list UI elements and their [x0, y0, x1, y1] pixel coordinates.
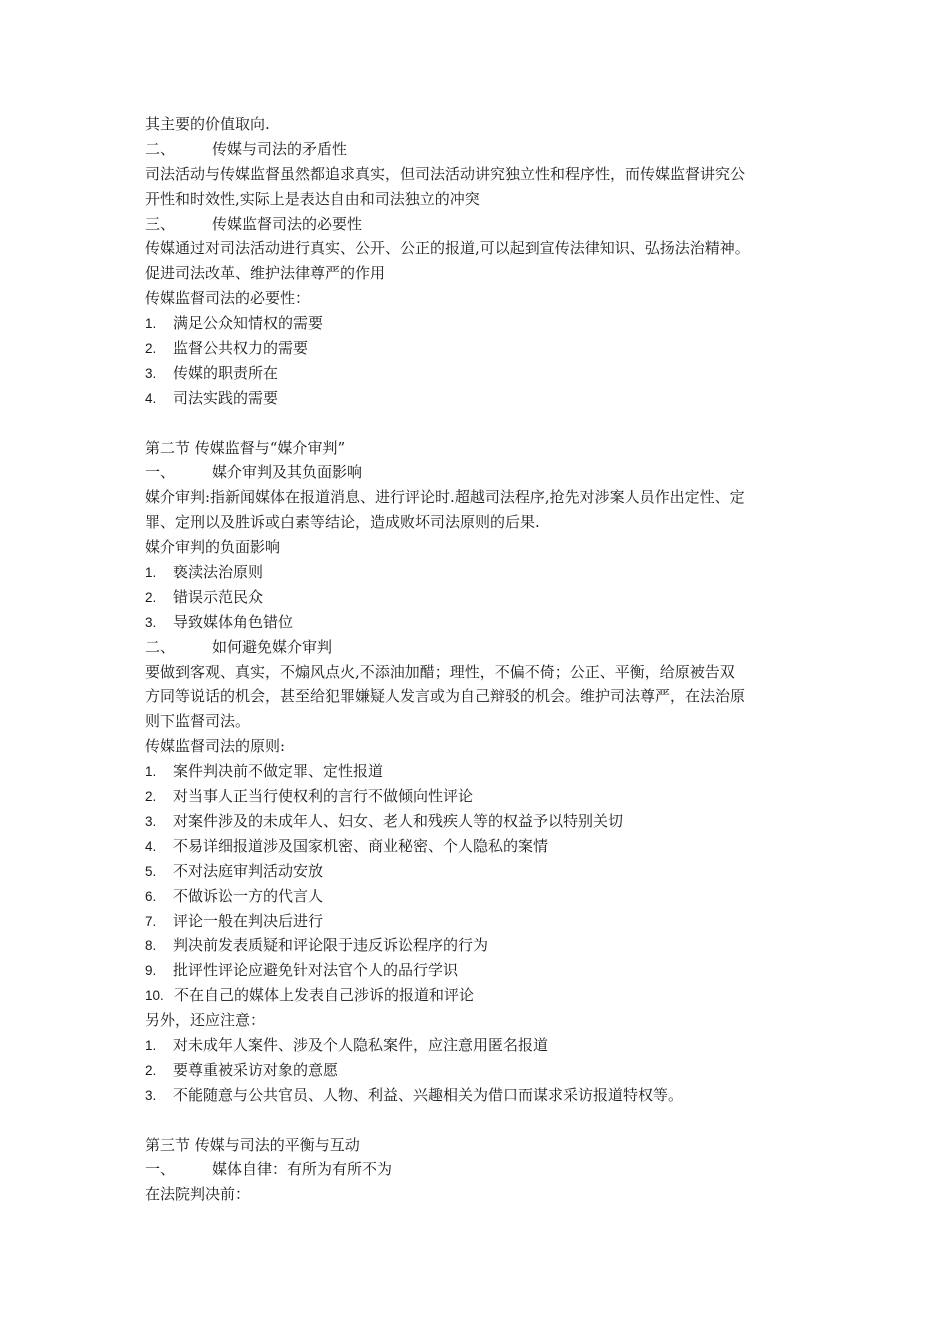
list-item-text: 亵渎法治原则: [173, 563, 264, 582]
list-item-number: 7.: [145, 913, 157, 929]
list-item: [145, 1058, 810, 1083]
list-item: [145, 336, 810, 361]
paragraph-line: 则下监督司法。: [145, 712, 251, 731]
list-item-number: 6.: [145, 888, 157, 904]
list-item-text: 满足公众知情权的需要: [173, 314, 324, 333]
paragraph-line: 媒介审判:指新闻媒体在报道消息、进行评论时.超越司法程序,抢先对涉案人员作出定性、定: [145, 488, 745, 507]
paragraph-line: 司法活动与传媒监督虽然都追求真实，但司法活动讲究独立性和程序性，而传媒监督讲究公: [145, 164, 746, 183]
list-item-number: 3.: [145, 813, 157, 829]
heading-text: 如何避免媒介审判: [212, 637, 333, 656]
list-item-number: 3.: [145, 365, 157, 381]
list-item-number: 2.: [145, 589, 157, 605]
paragraph-line: 在法院判决前：: [145, 1185, 251, 1204]
list-item-number: 4.: [145, 838, 157, 854]
paragraph-line: 媒介审判的负面影响: [145, 538, 281, 557]
paragraph-line: 方同等说话的机会，甚至给犯罪嫌疑人发言或为自己辩驳的机会。维护司法尊严，在法治原: [145, 687, 746, 706]
section-heading: [145, 137, 810, 162]
list-item-text: 不易详细报道涉及国家机密、商业秘密、个人隐私的案情: [173, 836, 549, 855]
heading-text: 传媒监督司法的必要性: [212, 214, 363, 233]
list-item: [145, 610, 810, 635]
heading-text: 媒介审判及其负面影响: [212, 463, 363, 482]
list-item: [145, 311, 810, 336]
list-item-number: 2.: [145, 341, 157, 357]
document-body: [145, 112, 810, 1207]
paragraph-line: 传媒监督司法的必要性：: [145, 289, 311, 308]
blank-line: [145, 1108, 810, 1133]
list-item-text: 司法实践的需要: [173, 388, 279, 407]
list-item: [145, 834, 810, 859]
paragraph-line: 传媒通过对司法活动进行真实、公开、公正的报道,可以起到宣传法律知识、弘扬法治精神。: [145, 239, 750, 258]
paragraph-line: 其主要的价值取向.: [145, 115, 270, 133]
list-item: [145, 1083, 810, 1108]
list-item-number: 4.: [145, 390, 157, 406]
list-item: [145, 958, 810, 983]
list-item-number: 5.: [145, 863, 157, 879]
list-item-number: 1.: [145, 316, 157, 332]
paragraph-line: 促进司法改革、维护法律尊严的作用: [145, 264, 386, 283]
list-item-number: 8.: [145, 938, 157, 954]
list-item-number: 1.: [145, 764, 157, 780]
list-item-text: 对未成年人案件、涉及个人隐私案件，应注意用匿名报道: [173, 1035, 549, 1054]
list-item-number: 3.: [145, 1087, 157, 1103]
list-item-number: 1.: [145, 1037, 157, 1053]
section-heading: [145, 460, 810, 485]
heading-number: 一、: [145, 463, 176, 482]
heading-text: 传媒与司法的矛盾性: [212, 139, 348, 158]
list-item-text: 传媒的职责所在: [173, 363, 279, 382]
list-item-text: 案件判决前不做定罪、定性报道: [173, 762, 384, 781]
paragraph-line: 另外，还应注意：: [145, 1011, 266, 1030]
list-item: [145, 933, 810, 958]
section-heading: [145, 1157, 810, 1182]
blank-line: [145, 411, 810, 436]
heading-text: 媒体自律：有所为有所不为: [212, 1160, 393, 1179]
list-item: [145, 361, 810, 386]
list-item: [145, 759, 810, 784]
list-item: [145, 1033, 810, 1058]
list-item: [145, 560, 810, 585]
list-item: [145, 784, 810, 809]
list-item: [145, 585, 810, 610]
section-heading: [145, 212, 810, 237]
list-item-number: 10.: [145, 988, 164, 1004]
list-item: [145, 859, 810, 884]
list-item-number: 2.: [145, 789, 157, 805]
paragraph-line: 第三节 传媒与司法的平衡与互动: [145, 1135, 360, 1154]
paragraph-line: 第二节 传媒监督与“媒介审判”: [145, 438, 346, 457]
section-heading: [145, 635, 810, 660]
list-item-text: 不对法庭审判活动安放: [173, 861, 324, 880]
heading-number: 三、: [145, 214, 176, 233]
list-item-number: 1.: [145, 565, 157, 581]
list-item-text: 导致媒体角色错位: [173, 612, 294, 631]
list-item-text: 对案件涉及的未成年人、妇女、老人和残疾人等的权益予以特别关切: [173, 811, 624, 830]
list-item-text: 不能随意与公共官员、人物、利益、兴趣相关为借口而谋求采访报道特权等。: [173, 1085, 684, 1104]
list-item: [145, 983, 810, 1008]
paragraph-line: 要做到客观、真实，不煽风点火,不添油加醋；理性，不偏不倚；公正、平衡，给原被告双: [145, 662, 735, 681]
paragraph-line: 罪、定刑以及胜诉或白素等结论，造成败坏司法原则的后果.: [145, 513, 540, 532]
list-item: [145, 909, 810, 934]
list-item-text: 批评性评论应避免针对法官个人的品行学识: [173, 961, 459, 980]
heading-number: 二、: [145, 637, 176, 656]
list-item-text: 错误示范民众: [173, 587, 264, 606]
paragraph-line: 开性和时效性,实际上是表达自由和司法独立的冲突: [145, 189, 480, 208]
list-item-text: 不在自己的媒体上发表自己涉诉的报道和评论: [174, 986, 475, 1005]
list-item-number: 2.: [145, 1062, 157, 1078]
paragraph-line: 传媒监督司法的原则:: [145, 737, 286, 756]
list-item-text: 监督公共权力的需要: [173, 339, 309, 358]
list-item-text: 不做诉讼一方的代言人: [173, 886, 324, 905]
list-item-text: 评论一般在判决后进行: [173, 911, 324, 930]
list-item: [145, 884, 810, 909]
list-item-text: 判决前发表质疑和评论限于违反诉讼程序的行为: [173, 936, 489, 955]
list-item: [145, 386, 810, 411]
list-item: [145, 809, 810, 834]
list-item-number: 9.: [145, 963, 157, 979]
list-item-number: 3.: [145, 614, 157, 630]
heading-number: 一、: [145, 1160, 176, 1179]
list-item-text: 要尊重被采访对象的意愿: [173, 1060, 339, 1079]
heading-number: 二、: [145, 139, 176, 158]
list-item-text: 对当事人正当行使权利的言行不做倾向性评论: [173, 787, 474, 806]
